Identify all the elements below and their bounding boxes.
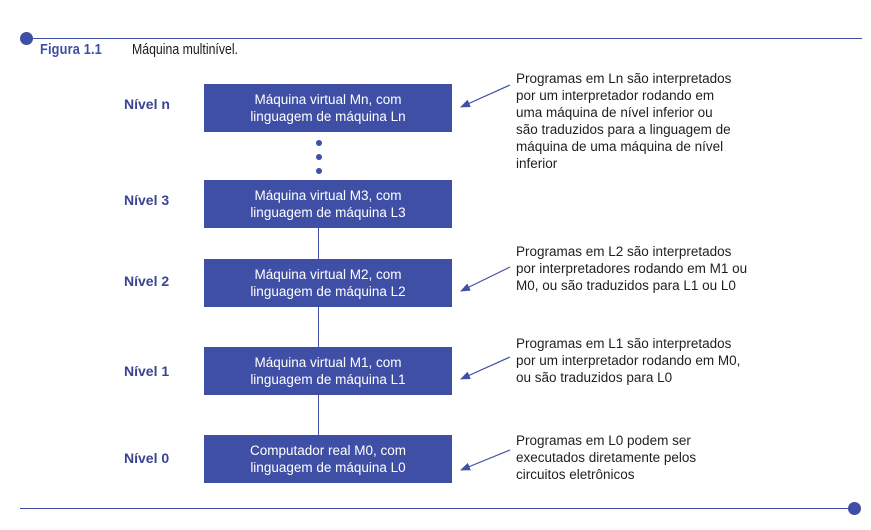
level-label-1: Nível 1	[124, 363, 170, 379]
note-line: por um interpretador rodando em M0,	[516, 353, 741, 368]
note-line: uma máquina de nível inferior ou	[516, 105, 713, 120]
arrow-2	[461, 267, 510, 291]
level-label-2: Nível 2	[124, 273, 170, 289]
arrow-0	[461, 450, 510, 470]
arrow-1	[461, 357, 510, 379]
level-box-line: linguagem de máquina L1	[250, 372, 406, 387]
note-line: executados diretamente pelos	[516, 450, 697, 465]
figure-caption: Máquina multinível.	[132, 41, 238, 58]
note-line: por um interpretador rodando em	[516, 88, 715, 103]
note-line: circuitos eletrônicos	[516, 467, 635, 482]
level-label-n: Nível n	[124, 96, 170, 112]
note-line: são traduzidos para a linguagem de	[516, 122, 731, 137]
level-box-line: Computador real M0, com	[249, 443, 407, 458]
level-box-line: linguagem de máquina L0	[250, 460, 406, 475]
note-line: Programas em L2 são interpretados	[516, 244, 732, 259]
note-line: M0, ou são traduzidos para L1 ou L0	[516, 278, 736, 293]
level-box-line: linguagem de máquina Ln	[250, 109, 406, 124]
level-box-line: Máquina virtual M1, com	[254, 355, 402, 370]
level-label-0: Nível 0	[124, 450, 170, 466]
note-line: máquina de uma máquina de nível	[516, 139, 724, 154]
level-box-line: Máquina virtual Mn, com	[254, 92, 402, 107]
note-line: inferior	[516, 156, 558, 171]
level-box-line: Máquina virtual M3, com	[254, 188, 402, 203]
note-line: Programas em L0 podem ser	[516, 433, 691, 448]
arrow-n	[461, 85, 510, 107]
note-line: Programas em L1 são interpretados	[516, 336, 732, 351]
note-line: ou são traduzidos para L0	[516, 370, 673, 385]
note-line: Programas em Ln são interpretados	[516, 71, 732, 86]
figure-label: Figura 1.1	[40, 41, 102, 58]
level-box-line: Máquina virtual M2, com	[254, 267, 402, 282]
level-box-line: linguagem de máquina L3	[250, 205, 406, 220]
level-label-3: Nível 3	[124, 192, 170, 208]
level-box-line: linguagem de máquina L2	[250, 284, 406, 299]
note-line: por interpretadores rodando em M1 ou	[516, 261, 748, 276]
